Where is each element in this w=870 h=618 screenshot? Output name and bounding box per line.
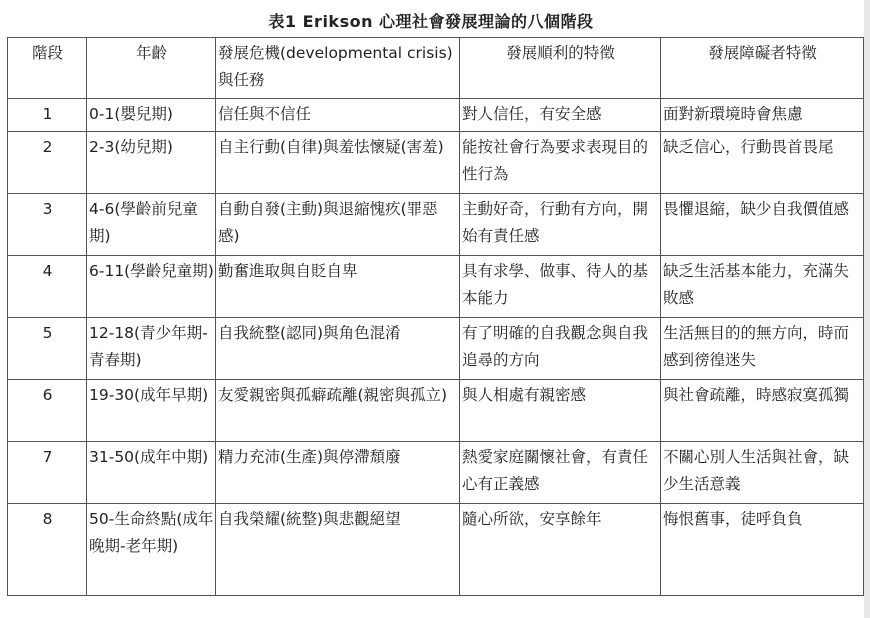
crisis-cell: 自我榮耀(統整)與悲觀絕望 <box>216 504 460 596</box>
header-row <box>8 38 864 99</box>
header-crisis: 發展危機(developmental crisis)與任務 <box>216 38 460 99</box>
table-row <box>8 504 864 596</box>
crisis-cell: 勤奮進取與自貶自卑 <box>216 256 460 318</box>
obstacle-cell: 生活無目的的無方向，時而感到徬徨迷失 <box>661 318 864 380</box>
age-cell: 2-3(幼兒期) <box>87 132 216 194</box>
stage-number: 4 <box>8 256 87 318</box>
age-cell: 0-1(嬰兒期) <box>87 99 216 132</box>
crisis-cell: 友愛親密與孤癖疏離(親密與孤立) <box>216 380 460 442</box>
success-cell: 能按社會行為要求表現目的性行為 <box>460 132 661 194</box>
success-cell: 對人信任，有安全感 <box>460 99 661 132</box>
stage-number: 2 <box>8 132 87 194</box>
crisis-cell: 自我統整(認同)與角色混淆 <box>216 318 460 380</box>
success-cell: 熱愛家庭關懷社會，有責任心有正義感 <box>460 442 661 504</box>
table-row <box>8 380 864 442</box>
erikson-stages-table <box>7 37 864 596</box>
table-row <box>8 99 864 132</box>
stage-number: 8 <box>8 504 87 596</box>
success-cell: 隨心所欲，安享餘年 <box>460 504 661 596</box>
obstacle-cell: 不關心別人生活與社會，缺少生活意義 <box>661 442 864 504</box>
obstacle-cell: 悔恨舊事，徒呼負負 <box>661 504 864 596</box>
header-stage: 階段 <box>8 38 87 99</box>
success-cell: 具有求學、做事、待人的基本能力 <box>460 256 661 318</box>
table-row <box>8 442 864 504</box>
success-cell: 主動好奇，行動有方向，開始有責任感 <box>460 194 661 256</box>
header-success-traits: 發展順利的特徵 <box>460 38 661 99</box>
age-cell: 4-6(學齡前兒童期) <box>87 194 216 256</box>
table-row <box>8 132 864 194</box>
header-obstacle-traits: 發展障礙者特徵 <box>661 38 864 99</box>
age-cell: 50-生命終點(成年晚期-老年期) <box>87 504 216 596</box>
stage-number: 7 <box>8 442 87 504</box>
obstacle-cell: 缺乏信心，行動畏首畏尾 <box>661 132 864 194</box>
crisis-cell: 自動自發(主動)與退縮愧疚(罪惡感) <box>216 194 460 256</box>
crisis-cell: 信任與不信任 <box>216 99 460 132</box>
success-cell: 與人相處有親密感 <box>460 380 661 442</box>
obstacle-cell: 面對新環境時會焦慮 <box>661 99 864 132</box>
obstacle-cell: 畏懼退縮，缺少自我價值感 <box>661 194 864 256</box>
stage-number: 1 <box>8 99 87 132</box>
age-cell: 31-50(成年中期) <box>87 442 216 504</box>
age-cell: 19-30(成年早期) <box>87 380 216 442</box>
stage-number: 6 <box>8 380 87 442</box>
age-cell: 6-11(學齡兒童期) <box>87 256 216 318</box>
crisis-cell: 自主行動(自律)與羞怯懷疑(害羞) <box>216 132 460 194</box>
age-cell: 12-18(青少年期-青春期) <box>87 318 216 380</box>
table-row <box>8 318 864 380</box>
table-row <box>8 194 864 256</box>
stage-number: 5 <box>8 318 87 380</box>
header-age: 年齡 <box>87 38 216 99</box>
table-row <box>8 256 864 318</box>
obstacle-cell: 與社會疏離，時感寂寞孤獨 <box>661 380 864 442</box>
crisis-cell: 精力充沛(生產)與停滯頹廢 <box>216 442 460 504</box>
table-caption: 表1 Erikson 心理社會發展理論的八個階段 <box>268 12 594 31</box>
stage-number: 3 <box>8 194 87 256</box>
obstacle-cell: 缺乏生活基本能力，充滿失敗感 <box>661 256 864 318</box>
page-edge-strip <box>864 0 870 618</box>
success-cell: 有了明確的自我觀念與自我追尋的方向 <box>460 318 661 380</box>
